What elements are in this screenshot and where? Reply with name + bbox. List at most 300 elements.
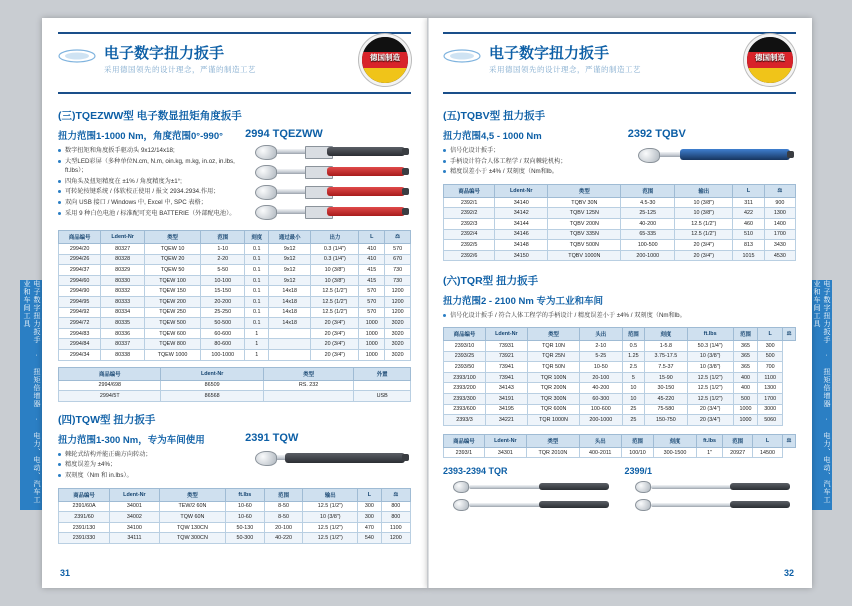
table-cell: 10 (3/8") — [675, 208, 733, 219]
table-cell: 570 — [359, 286, 385, 297]
col-header: 类型 — [263, 367, 353, 380]
table-cell: 410 — [359, 254, 385, 265]
table-cell: 34221 — [485, 415, 527, 426]
table-cell: 540 — [358, 533, 381, 544]
table-cell: TQEW 250 — [144, 307, 200, 318]
page-subtitle: 采用德国领先的设计理念，严谨的制造工艺 — [104, 65, 256, 74]
table-cell: 2392/5 — [444, 240, 495, 251]
table-cell: 25 — [622, 404, 645, 415]
table-cell: TQEW 600 — [144, 328, 200, 339]
table-2994-wrap — [58, 230, 411, 361]
table-cell: 1300 — [764, 208, 795, 219]
section4-range: 扭力范围1-300 Nm，专为车间使用 — [58, 434, 205, 446]
table-cell: 460 — [733, 219, 764, 230]
table-cell: TQEW 50 — [144, 265, 200, 276]
table-row — [444, 351, 796, 362]
table-cell: 2392/3 — [444, 219, 495, 230]
section-title-6: (六)TQR型 扭力扳手 — [443, 275, 539, 288]
table-cell: TQEW 10 — [144, 244, 200, 255]
col-header: 类型 — [527, 328, 579, 341]
col-header: 类型 — [548, 184, 621, 197]
table-cell — [269, 328, 311, 339]
table-cell: 12.5 (1/2") — [303, 501, 358, 512]
table-cell: 25-125 — [621, 208, 675, 219]
table-cell: TQBV 500N — [548, 240, 621, 251]
page-header-right — [443, 32, 796, 94]
col-header: L — [358, 488, 381, 501]
table-cell: 8-50 — [264, 501, 303, 512]
table-cell: 1100 — [758, 372, 783, 383]
table-cell: TQBV 125N — [548, 208, 621, 219]
list-item: 信号化设计扳手； — [443, 146, 620, 156]
col-header: 类型 — [527, 434, 580, 447]
table-cell: 10-50 — [580, 362, 622, 373]
table-cell: 20 (3/4") — [687, 404, 733, 415]
table-cell: 2994/698 — [59, 380, 161, 391]
table-cell: 415 — [359, 275, 385, 286]
table-cell: TQBV 30N — [548, 197, 621, 208]
col-header: 范围 — [622, 328, 645, 341]
table-cell: 1000 — [359, 349, 385, 360]
tool-illustration — [443, 498, 615, 512]
table-cell: TQR 200N — [527, 383, 579, 394]
table-cell: 3020 — [385, 318, 411, 329]
table-cell — [269, 339, 311, 350]
section3-bullets — [58, 146, 237, 218]
table-cell: TQEW 500 — [144, 318, 200, 329]
table-row — [59, 501, 411, 512]
col-header: Ldent-Nr — [110, 488, 160, 501]
table-cell: 20-100 — [580, 372, 622, 383]
table-cell: 1200 — [381, 533, 410, 544]
table-row — [444, 250, 796, 261]
table-cell: TQBV 1000N — [548, 250, 621, 261]
table-cell: 800 — [381, 512, 410, 523]
table-cell: 2391/330 — [59, 533, 110, 544]
section6-range: 扭力范围2 - 2100 Nm 专为工业和车间 — [443, 296, 603, 308]
table-cell: 12.5 (1/2") — [687, 372, 733, 383]
table-cell: 365 — [733, 362, 758, 373]
list-item: 四角头及扭矩精度在 ±1% / 角度精度为±1°; — [58, 177, 237, 187]
section5-range: 扭力范围4,5 - 1000 Nm — [443, 131, 542, 142]
section3-range: 扭力范围1-1000 Nm，角度范围0°-990° — [58, 131, 223, 142]
table-cell: 2994/34 — [59, 349, 101, 360]
table-cell: 1000 — [733, 415, 758, 426]
swoosh-icon — [58, 46, 96, 66]
col-header: 头出 — [579, 434, 621, 447]
table-row — [444, 372, 796, 383]
table-cell: TQEW 100 — [144, 275, 200, 286]
table-cell: 80-600 — [201, 339, 245, 350]
table-cell: 9x12 — [269, 275, 311, 286]
table-cell: 300 — [358, 501, 381, 512]
table-cell: 80334 — [101, 307, 145, 318]
table-cell: 1000 — [733, 404, 758, 415]
table-cell: 14500 — [753, 447, 783, 458]
table-cell: 12.5 (1/2") — [687, 383, 733, 394]
table-cell: 5-25 — [580, 351, 622, 362]
table-cell: 200-1000 — [580, 415, 622, 426]
table-cell: 2994/26 — [59, 254, 101, 265]
tool-illustration — [245, 448, 411, 468]
model-name-2994: 2994 TQEZWW — [245, 128, 323, 140]
table-2393b-wrap — [443, 434, 796, 459]
table-2393 — [443, 327, 796, 426]
table-row — [444, 404, 796, 415]
col-header: 类型 — [144, 231, 200, 244]
tool-illustration — [245, 184, 411, 200]
swoosh-icon — [443, 46, 481, 66]
table-cell: 900 — [764, 197, 795, 208]
table-cell: 200-1000 — [621, 250, 675, 261]
table-row — [59, 318, 411, 329]
table-cell: 10-60 — [226, 512, 265, 523]
table-cell: 1000 — [359, 339, 385, 350]
tool-illustration — [245, 144, 411, 160]
table-row — [59, 275, 411, 286]
table-2391 — [58, 488, 411, 544]
list-item: 数字扭矩和角度扳手驱动头 9x12/14x18; — [58, 146, 237, 156]
table-cell: 2393/1 — [444, 447, 485, 458]
table-cell: 0.1 — [245, 265, 269, 276]
col-header: 输出 — [303, 488, 358, 501]
table-cell: 73941 — [485, 372, 527, 383]
col-header: 商品编号 — [444, 434, 485, 447]
table-cell: 34146 — [495, 229, 548, 240]
table-cell: 2393/100 — [444, 372, 486, 383]
table-cell: TQW 300CN — [159, 533, 225, 544]
page-number-right: 32 — [783, 568, 794, 578]
spread-gutter — [427, 18, 429, 588]
table-cell: 80329 — [101, 265, 145, 276]
col-header: Ldent-Nr — [101, 231, 145, 244]
table-cell: USB — [354, 391, 411, 402]
table-row — [59, 391, 411, 402]
table-cell: TQBV 335N — [548, 229, 621, 240]
table-cell: 2-10 — [580, 341, 622, 352]
col-header: L — [733, 184, 764, 197]
table-cell: 80336 — [101, 328, 145, 339]
table-cell: 5-50 — [201, 265, 245, 276]
table-cell: TQR 600N — [527, 404, 579, 415]
col-header: 范围 — [621, 434, 653, 447]
table-cell: TQEW 800 — [144, 339, 200, 350]
col-header: Ldent-Nr — [161, 367, 263, 380]
section-title-5: (五)TQBV型 扭力扳手 — [443, 110, 546, 122]
table-cell: 1000 — [359, 318, 385, 329]
table-cell: 670 — [385, 254, 411, 265]
table-cell: 2393/25 — [444, 351, 486, 362]
table-cell: TQR 2010N — [527, 447, 580, 458]
tool-illustration — [625, 498, 797, 512]
section-title-3: (三)TQEZWW型 电子数显扭矩角度扳手 — [58, 110, 242, 122]
table-cell: 2391/60A — [59, 501, 110, 512]
table-cell: 400-2011 — [579, 447, 621, 458]
table-cell: 12.5 (1/2") — [303, 522, 358, 533]
table-cell: 14x18 — [269, 307, 311, 318]
list-item: 双向 USB 接口 / Windows 中, Excel 中, SPC 表格； — [58, 198, 237, 208]
table-cell: 12.5 (1/2") — [675, 229, 733, 240]
table-cell: 1300 — [758, 383, 783, 394]
table-cell: 12.5 (1/2") — [675, 219, 733, 230]
table-cell: 34301 — [484, 447, 526, 458]
table-cell: 570 — [385, 244, 411, 255]
table-cell: 34001 — [110, 501, 160, 512]
table-cell: TQR 100N — [527, 372, 579, 383]
table-cell: 20 (3/4") — [687, 415, 733, 426]
table-cell: 300-1500 — [654, 447, 697, 458]
table-cell: 2994/37 — [59, 265, 101, 276]
table-cell: 2994/5T — [59, 391, 161, 402]
table-cell: 14x18 — [269, 286, 311, 297]
table-cell: 1700 — [758, 393, 783, 404]
table-cell: 1 — [245, 328, 269, 339]
table-row — [59, 339, 411, 350]
table-cell: 1-10 — [201, 244, 245, 255]
list-item: 双刻度（Nm 和 in.lbs）。 — [58, 471, 237, 481]
table-cell: 0.1 — [245, 254, 269, 265]
table-cell: 3.75-17.5 — [645, 351, 687, 362]
list-item: 棘轮式结构并能正确方向转动； — [58, 450, 237, 460]
table-cell: 9x12 — [269, 244, 311, 255]
list-item: 大型LED彩屏（多种单位N.cm, N.m, oin.kg, m.kg, in.oz, in.lbs, ft.lbs）； — [58, 157, 237, 176]
table-cell: TQR 50N — [527, 362, 579, 373]
table-cell: 45-220 — [645, 393, 687, 404]
table-cell: 1 — [245, 349, 269, 360]
tool-illustration — [628, 144, 796, 166]
table-row — [444, 341, 796, 352]
table-cell: 2392/6 — [444, 250, 495, 261]
table-cell — [269, 349, 311, 360]
table-cell: 34191 — [485, 393, 527, 404]
table-cell: 80337 — [101, 339, 145, 350]
table-cell: 2994/90 — [59, 286, 101, 297]
col-header: ft.lbs — [226, 488, 265, 501]
table-cell: 14x18 — [269, 296, 311, 307]
table-cell: 2-20 — [201, 254, 245, 265]
page-title: 电子数字扭力扳手 — [489, 45, 610, 62]
table-cell: 20-100 — [264, 522, 303, 533]
table-cell: 34142 — [495, 208, 548, 219]
table-row — [59, 265, 411, 276]
table-cell: 80328 — [101, 254, 145, 265]
col-header: 刻度 — [654, 434, 697, 447]
table-row — [444, 415, 796, 426]
table-cell: 730 — [385, 265, 411, 276]
table-cell: 2994/83 — [59, 328, 101, 339]
table-cell: RS. 232 — [263, 380, 353, 391]
badge-label: 德国制造 — [370, 53, 400, 62]
table-cell: 50-500 — [201, 318, 245, 329]
table-cell: 50-300 — [226, 533, 265, 544]
table-cell: 2393/10 — [444, 341, 486, 352]
table-cell: 34140 — [495, 197, 548, 208]
table-cell: 2.5 — [622, 362, 645, 373]
table-cell: 0.3 (1/4") — [311, 244, 359, 255]
list-item: 精度误差为 ±4%； — [58, 460, 237, 470]
table-cell: 300 — [358, 512, 381, 523]
table-cell: 2391/130 — [59, 522, 110, 533]
table-cell: 80330 — [101, 275, 145, 286]
table-cell: 34143 — [485, 383, 527, 394]
table-cell: 14x18 — [269, 318, 311, 329]
table-row — [59, 380, 411, 391]
table-cell: 0.1 — [245, 286, 269, 297]
table-cell: 1100 — [381, 522, 410, 533]
table-cell: 10-100 — [201, 275, 245, 286]
table-cell: 500 — [733, 393, 758, 404]
table-cell: 20 (3/4") — [311, 339, 359, 350]
table-row — [59, 244, 411, 255]
col-header: 商品编号 — [59, 231, 101, 244]
table-cell: 15-150 — [201, 286, 245, 297]
right-page — [427, 18, 812, 588]
table-cell: 50-130 — [226, 522, 265, 533]
figure-2399-1 — [625, 460, 797, 516]
list-item: 可转轮按键系统 / 体软校正使用 / 报文 2934.2934.作用； — [58, 187, 237, 197]
table-cell: 80327 — [101, 244, 145, 255]
page-title: 电子数字扭力扳手 — [104, 45, 225, 62]
table-cell: 2994/72 — [59, 318, 101, 329]
table-cell: 2392/1 — [444, 197, 495, 208]
table-cell: 10-60 — [226, 501, 265, 512]
table-cell: 1700 — [764, 229, 795, 240]
col-header: 商品编号 — [59, 367, 161, 380]
col-header: 商品编号 — [59, 488, 110, 501]
table-row — [444, 383, 796, 394]
model-name-2392: 2392 TQBV — [627, 128, 686, 140]
page-header-left — [58, 32, 411, 94]
table-cell: 20 (3/4") — [311, 318, 359, 329]
table-cell: 0.1 — [245, 275, 269, 286]
table-cell: 3020 — [385, 339, 411, 350]
table-cell: 73921 — [485, 351, 527, 362]
table-cell: 0.1 — [245, 244, 269, 255]
table-cell: 20-200 — [201, 296, 245, 307]
table-cell: 0.1 — [245, 318, 269, 329]
table-cell: 150-750 — [645, 415, 687, 426]
table-cell: 3020 — [385, 328, 411, 339]
table-cell: 400 — [733, 383, 758, 394]
table-cell: 34195 — [485, 404, 527, 415]
table-row — [444, 197, 796, 208]
table-cell: 0.3 (1/4") — [311, 254, 359, 265]
table-cell: 20 (3/4") — [311, 349, 359, 360]
table-row — [444, 393, 796, 404]
made-in-germany-badge — [359, 34, 411, 86]
model-name-2391: 2391 TQW — [245, 431, 299, 444]
table-cell: 1.25 — [622, 351, 645, 362]
col-header: Ldent-Nr — [485, 328, 527, 341]
table-2391-wrap — [58, 488, 411, 544]
table-cell: TEW/2 60N — [159, 501, 225, 512]
table-cell: 5060 — [758, 415, 783, 426]
table-cell: 1200 — [385, 307, 411, 318]
table-cell: 10 — [622, 383, 645, 394]
col-header: L — [753, 434, 783, 447]
col-header: Ldent-Nr — [484, 434, 526, 447]
section4-bullets — [58, 450, 237, 481]
table-cell: 25-250 — [201, 307, 245, 318]
table-cell: 40-200 — [621, 219, 675, 230]
table-cell: 570 — [359, 296, 385, 307]
list-item: 精度误差小于 ±4% / 双刻度（Nm和lb。 — [443, 167, 620, 177]
table-cell: TQW 130CN — [159, 522, 225, 533]
table-cell: 34150 — [495, 250, 548, 261]
table-cell: 813 — [733, 240, 764, 251]
table-row — [444, 208, 796, 219]
table-cell: 2994/84 — [59, 339, 101, 350]
table-row — [59, 349, 411, 360]
table-cell: 50.3 (1/4") — [687, 341, 733, 352]
table-row — [444, 229, 796, 240]
table-cell — [354, 380, 411, 391]
table-cell: 3000 — [758, 404, 783, 415]
table-cell: 12.5 (1/2") — [311, 307, 359, 318]
table-cell: 34002 — [110, 512, 160, 523]
right-content — [427, 94, 812, 516]
table-cell: 400 — [733, 372, 758, 383]
table-cell: 500 — [758, 351, 783, 362]
table-cell: 100/10 — [621, 447, 653, 458]
table-cell: 9x12 — [269, 254, 311, 265]
table-cell: TQEW 1000 — [144, 349, 200, 360]
table-row — [59, 286, 411, 297]
table-row — [444, 219, 796, 230]
table-cell: 800 — [381, 501, 410, 512]
table-row — [59, 512, 411, 523]
col-header-weight: ⚖ — [764, 184, 795, 197]
col-header: 商品编号 — [444, 328, 486, 341]
table-cell: 410 — [359, 244, 385, 255]
page-number-left: 31 — [60, 568, 71, 578]
table-cell: 75-580 — [645, 404, 687, 415]
table-cell: 1015 — [733, 250, 764, 261]
figure-2393-2394 — [443, 460, 615, 516]
made-in-germany-badge — [744, 34, 796, 86]
table-row — [59, 328, 411, 339]
table-cell: 65-335 — [621, 229, 675, 240]
col-header: 输出 — [675, 184, 733, 197]
table-2393-wrap — [443, 327, 796, 426]
table-cell: 4.5-30 — [621, 197, 675, 208]
table-cell: 80332 — [101, 286, 145, 297]
col-header: ft.lbs — [696, 434, 722, 447]
table-cell: 20927 — [723, 447, 753, 458]
table-cell: 365 — [733, 341, 758, 352]
table-cell: 570 — [359, 307, 385, 318]
col-header: 范围 — [621, 184, 675, 197]
table-cell: TQBV 200N — [548, 219, 621, 230]
tool-illustration — [245, 204, 411, 220]
table-cell: 34111 — [110, 533, 160, 544]
table-cell: TQR 25N — [527, 351, 579, 362]
table-cell: 25 — [622, 415, 645, 426]
table-cell: TQW 60N — [159, 512, 225, 523]
table-cell: 0.1 — [245, 296, 269, 307]
table-cell: 470 — [358, 522, 381, 533]
table-2392 — [443, 184, 796, 262]
table-cell: 8-50 — [264, 512, 303, 523]
table-cell: 34144 — [495, 219, 548, 230]
table-cell: 15-90 — [645, 372, 687, 383]
table-2392-wrap — [443, 184, 796, 262]
table-2994-accessories — [58, 367, 411, 402]
table-cell: 1" — [696, 447, 722, 458]
table-cell: 34100 — [110, 522, 160, 533]
table-cell: TQEW 20 — [144, 254, 200, 265]
table-cell: 12.5 (1/2") — [311, 286, 359, 297]
